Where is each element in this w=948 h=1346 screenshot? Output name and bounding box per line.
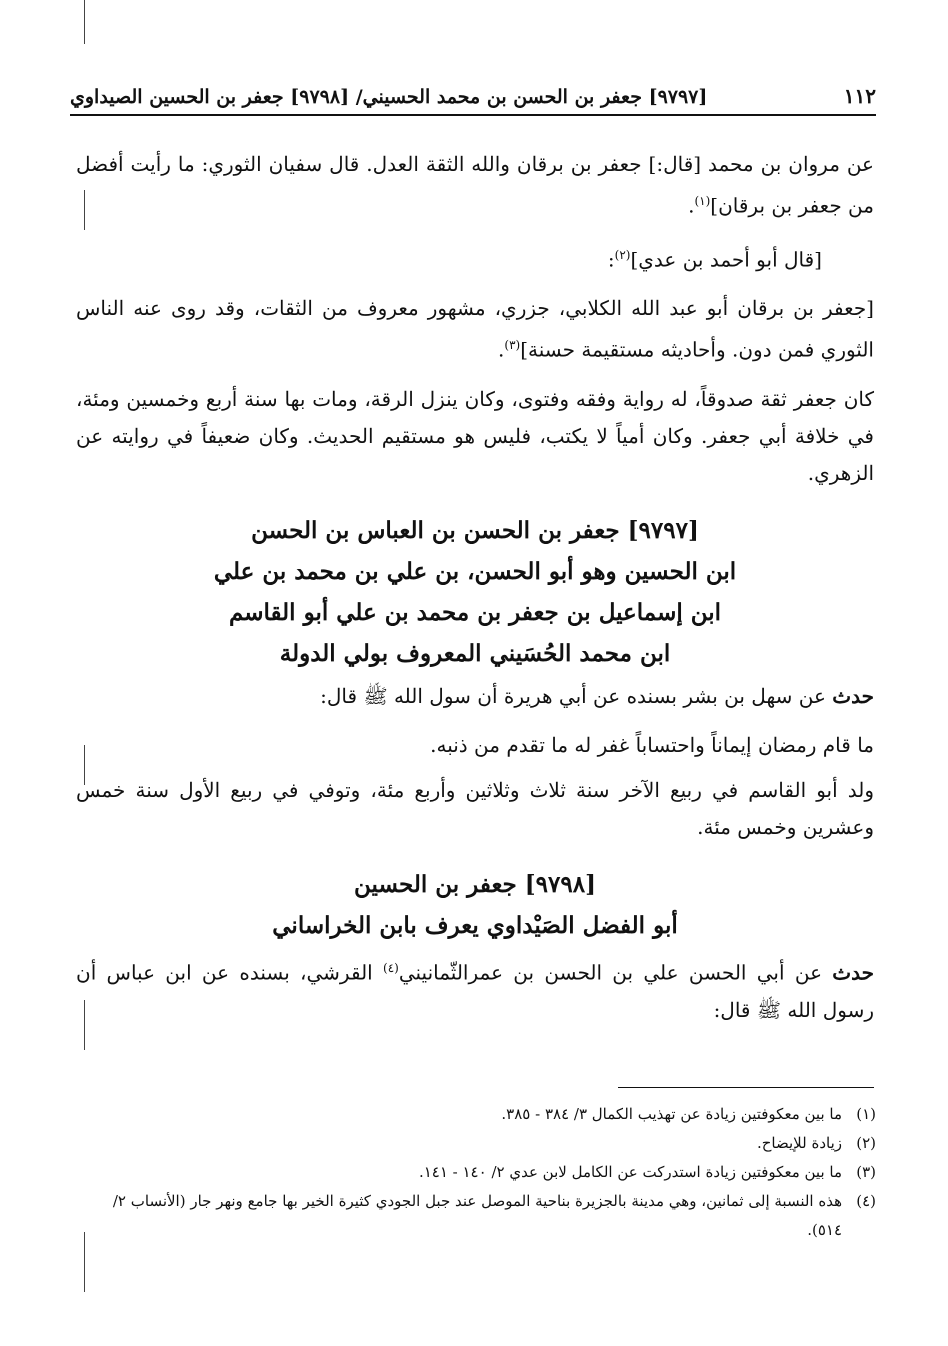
footnote bbox=[76, 1100, 876, 1129]
footnote bbox=[76, 1158, 876, 1187]
running-header bbox=[70, 76, 876, 116]
title-line: ابن الحسين وهو أبو الحسن، بن علي بن محمد بن علي bbox=[213, 557, 737, 585]
paragraph: كان جعفر ثقة صدوقاً، له رواية وفقه وفتوى، وكان ينزل الرقة، ومات بها سنة أربع وخمسين ومئة، في خلافة أبي جعفر. وكان أمياً لا يكتب، فليس هو مستقيم الحديث. وكان ضعيفاً في روايته عن الزهري. bbox=[76, 386, 874, 485]
paragraph: [جعفر بن برقان أبو عبد الله الكلابي، جزري، مشهور معروف من الثقات، وقد روى عنه الناس الثوري فمن دون. وأحاديثه مستقيمة حسنة]$^{(٣)}$. bbox=[76, 296, 874, 362]
entry-title-9798 bbox=[76, 864, 874, 946]
footnote-number: (٤) bbox=[856, 1192, 876, 1210]
bio-paragraph: ولد أبو القاسم في ربيع الآخر سنة ثلاث وثلاثين وأربع مئة، وتوفي في ربيع الأول سنة خمس وعشرين وخمس مئة. bbox=[76, 777, 874, 839]
hadith-keyword: حدث bbox=[832, 960, 874, 985]
footnotes bbox=[76, 1100, 876, 1245]
footnote-ref: (١) bbox=[694, 194, 711, 208]
hadith-paragraph: حدث عن أبي الحسن علي بن الحسن بن عمرالثّمانيني$^{(٤)}$ القرشي، بسنده عن ابن عباس أن رسول الله ﷺ قال: bbox=[76, 960, 874, 1022]
footnote-divider bbox=[618, 1087, 874, 1088]
footnote bbox=[76, 1187, 876, 1245]
footnote-ref: (٢) bbox=[614, 247, 631, 262]
footnote-text: ما بين معكوفتين زيادة عن تهذيب الكمال ٣/ ٣٨٤ - ٣٨٥. bbox=[501, 1105, 842, 1123]
footnote-number: (١) bbox=[856, 1105, 876, 1123]
hadith-paragraph: حدث عن سهل بن بشر بسنده عن أبي هريرة أن سول الله ﷺ قال: bbox=[320, 683, 874, 708]
entry-title-9797 bbox=[76, 510, 874, 674]
title-line: أبو الفضل الصَيْداوي يعرف بابن الخراساني bbox=[272, 911, 678, 939]
title-line: [٩٧٩٧] جعفر بن الحسن بن العباس بن الحسن bbox=[251, 516, 699, 544]
hadith-keyword: حدث bbox=[832, 683, 874, 708]
footnote bbox=[76, 1129, 876, 1158]
paragraph: عن مروان بن محمد [قال:] جعفر بن برقان والله الثقة العدل. قال سفيان الثوري: ما رأيت أفضل من جعفر بن برقان]$^{(١)}$. bbox=[76, 152, 874, 218]
hadith-quote: ما قام رمضان إيماناً واحتساباً غفر له ما تقدم من ذنبه. bbox=[430, 732, 874, 757]
footnote-ref: (٣) bbox=[504, 338, 521, 353]
title-line: [٩٧٩٨] جعفر بن الحسين bbox=[354, 870, 596, 898]
paragraph: [قال أبو أحمد بن عدي]$^{(٢)}$: bbox=[607, 247, 822, 272]
page-number: ١١٢ bbox=[843, 84, 876, 108]
title-line: ابن محمد الحُسَيني المعروف بولي الدولة bbox=[279, 639, 671, 667]
footnote-text: ما بين معكوفتين زيادة استدركت عن الكامل لابن عدي ٢/ ١٤٠ - ١٤١. bbox=[418, 1163, 842, 1181]
footnote-text: زيادة للإيضاح. bbox=[756, 1134, 842, 1152]
scan-edge-mark bbox=[84, 0, 85, 44]
running-title: [٩٧٩٧] جعفر بن الحسن بن محمد الحسيني/ [٩٧٩٨] جعفر بن الحسين الصيداوي bbox=[70, 86, 708, 108]
footnote-number: (٢) bbox=[856, 1134, 876, 1152]
main-text bbox=[76, 146, 874, 1041]
footnote-number: (٣) bbox=[856, 1163, 876, 1181]
title-line: ابن إسماعيل بن جعفر بن محمد بن علي أبو القاسم bbox=[228, 598, 722, 626]
footnote-ref: (٤) bbox=[383, 960, 399, 975]
footnote-text: هذه النسبة إلى ثمانين، وهي مدينة بالجزيرة بناحية الموصل عند جبل الجودي كثيرة الخير بها جامع ونهر جار (الأنساب ٢/ ٥١٤). bbox=[112, 1192, 842, 1239]
